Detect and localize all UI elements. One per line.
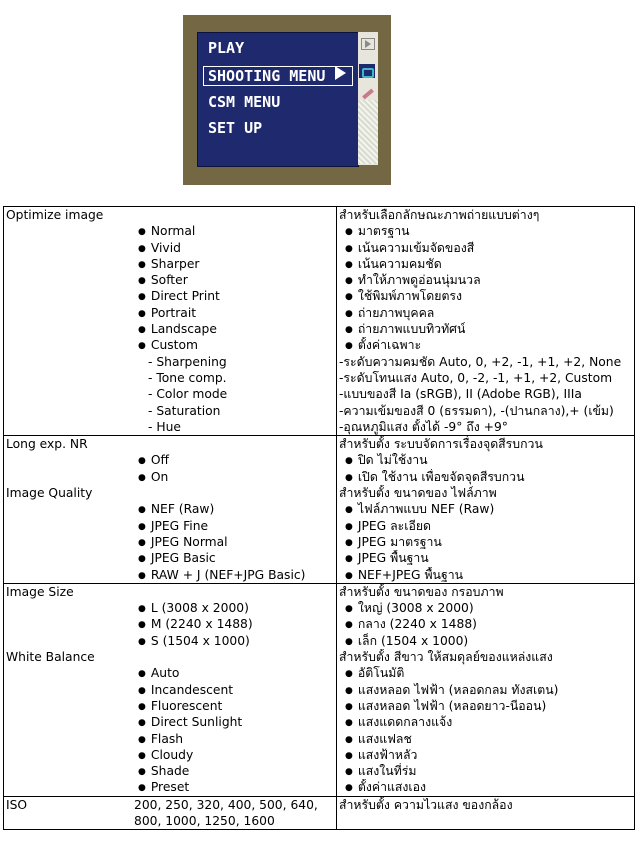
option-item: ● Direct Print [6,288,334,304]
sub-option-item: - Sharpening [148,354,227,369]
sub-option-item: - Tone comp. [148,370,227,385]
option-description: ● มาตรฐาน [339,223,632,239]
option-item: ● Fluorescent [6,698,334,714]
option-item: ● Portrait [6,305,334,321]
option-description: ● เล็ก (1504 x 1000) [339,633,632,649]
option-description: ● เปิด ใช้งาน เพื่อขจัดจุดสีรบกวน [339,469,632,485]
option-description: ● แสงแดดกลางแจ้ง [339,714,632,730]
sub-option-description: -ระดับความคมชัด Auto, 0, +2, -1, +1, +2, None [339,354,622,369]
sub-option-item: - Saturation [148,403,221,418]
option-item: ● JPEG Basic [6,550,334,566]
option-item: ● RAW + J (NEF+JPG Basic) [6,567,334,583]
option-item: ● Softer [6,272,334,288]
selected-arrow-icon [335,66,346,80]
lcd-texture [358,100,378,164]
option-item: ● Off [6,452,334,468]
play-icon[interactable] [361,38,375,50]
option-item: ● Flash [6,731,334,747]
option-item: ● JPEG Fine [6,518,334,534]
lcd-menu-panel [197,32,359,167]
section-title: Image Quality [6,486,93,501]
option-description: ● NEF+JPEG พื้นฐาน [339,567,632,583]
camera-icon[interactable] [359,64,375,78]
option-description: ● ตั้งค่าเฉพาะ [339,337,632,353]
option-item: ● Preset [6,779,334,795]
table-row [4,583,635,796]
option-item: ● S (1504 x 1000) [6,633,334,649]
option-description: ● เน้นความคมชัด [339,256,632,272]
option-description: ● เน้นความเข้มจัดของสี [339,240,632,256]
option-item: ● Vivid [6,240,334,256]
section-description: สำหรับเลือกลักษณะภาพถ่ายแบบต่างๆ [339,208,540,222]
option-description: ● กลาง (2240 x 1488) [339,616,632,632]
option-item: ● JPEG Normal [6,534,334,550]
section-description: สำหรับตั้ง ความไวแสง ของกล้อง [339,797,513,812]
option-description: ● แสงหลอด ไฟฟ้า (หลอดยาว-นีออน) [339,698,632,714]
table-row [4,207,635,436]
shooting-menu-table [3,206,635,830]
option-item: ● Custom [6,337,334,353]
option-item: ● M (2240 x 1488) [6,616,334,632]
option-description: ● JPEG ละเอียด [339,518,632,534]
option-description: ● แสงแฟลช [339,731,632,747]
sub-option-description: -อุณหภูมิแสง ตั้งได้ -9° ถึง +9° [339,419,508,434]
option-item: ● L (3008 x 2000) [6,600,334,616]
sub-option-description: -แบบของสี Ia (sRGB), II (Adobe RGB), IIIa [339,387,582,402]
option-item: ● On [6,469,334,485]
sub-option-item: - Hue [148,419,181,434]
section-title: White Balance [6,650,95,665]
option-item: ● Direct Sunlight [6,714,334,730]
option-description: ● ปิด ไม่ใช้งาน [339,452,632,468]
option-description: ● JPEG มาตรฐาน [339,534,632,550]
section-description: สำหรับตั้ง ระบบจัดการเรื่องจุดสีรบกวน [339,437,543,452]
menu-item-shooting-menu[interactable]: SHOOTING MENU [203,66,353,86]
option-item: ● Shade [6,763,334,779]
section-description: สำหรับตั้ง ขนาดของ ไฟล์ภาพ [339,486,497,501]
section-title: Optimize image [6,208,104,222]
section-title: Image Size [6,584,74,599]
option-item: ● NEF (Raw) [6,501,334,517]
option-description: ● ตั้งค่าแสงเอง [339,779,632,795]
pencil-icon[interactable] [362,89,374,100]
option-description: ● อัติโนมัติ [339,665,632,681]
table-row [4,436,635,584]
option-description: ● แสงในที่ร่ม [339,763,632,779]
sub-option-description: -ระดับโทนแสง Auto, 0, -2, -1, +1, +2, Custom [339,370,613,385]
menu-item-play[interactable]: PLAY [208,39,245,57]
iso-values: 200, 250, 320, 400, 500, 640, 800, 1000, 1250, 1600 [134,797,318,828]
section-description: สำหรับตั้ง สีขาว ให้สมดุลย์ของแหล่งแสง [339,650,553,665]
option-description: ● แสงหลอด ไฟฟ้า (หลอดกลม ทังสเตน) [339,682,632,698]
option-item: ● Cloudy [6,747,334,763]
option-item: ● Normal [6,223,334,239]
option-item: ● Incandescent [6,682,334,698]
option-description: ● ใหญ่ (3008 x 2000) [339,600,632,616]
option-description: ● ทำให้ภาพดูอ่อนนุ่มนวล [339,272,632,288]
camera-menu-screenshot [183,15,391,185]
option-description: ● JPEG พื้นฐาน [339,550,632,566]
menu-item-csm-menu[interactable]: CSM MENU [208,93,281,111]
option-description: ● ใช้พิมพ์ภาพโดยตรง [339,288,632,304]
option-description: ● ไฟล์ภาพแบบ NEF (Raw) [339,501,632,517]
option-item: ● Landscape [6,321,334,337]
section-title: ISO [6,797,28,812]
section-title: Long exp. NR [6,437,88,452]
table-row [4,796,635,830]
option-item: ● Auto [6,665,334,681]
sub-option-description: -ความเข้มของสี 0 (ธรรมดา), -(ปานกลาง),+ (เข้ม) [339,403,614,418]
sub-option-item: - Color mode [148,387,228,402]
option-description: ● ถ่ายภาพบุคคล [339,305,632,321]
menu-item-set-up[interactable]: SET UP [208,119,263,137]
option-description: ● แสงฟ้าหลัว [339,747,632,763]
option-description: ● ถ่ายภาพแบบทิวทัศน์ [339,321,632,337]
section-description: สำหรับตั้ง ขนาดของ กรอบภาพ [339,584,504,599]
option-item: ● Sharper [6,256,334,272]
